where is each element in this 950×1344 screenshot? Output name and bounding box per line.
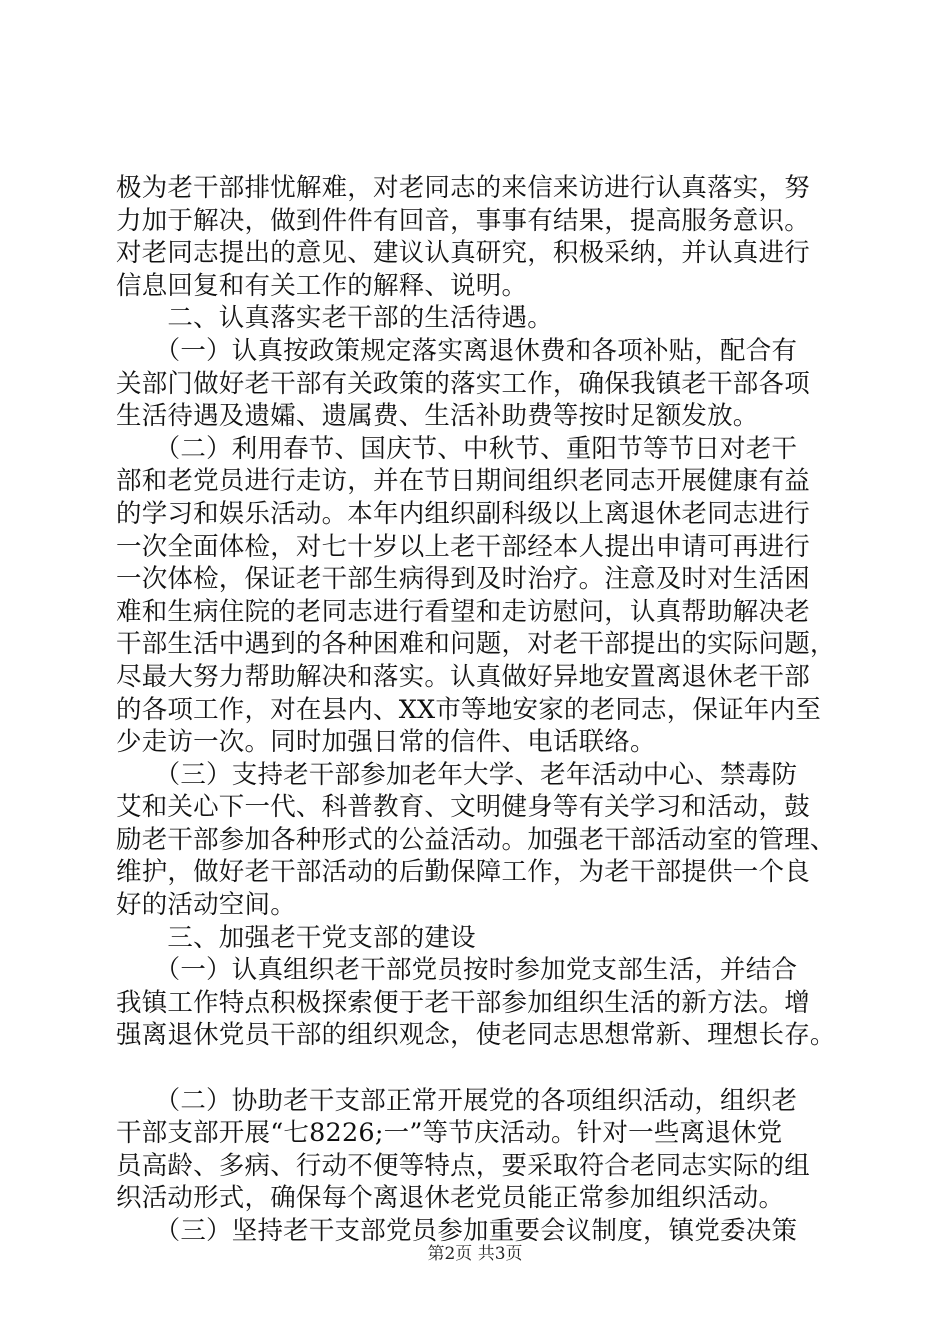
text-line: 的学习和娱乐活动。本年内组织副科级以上离退休老同志进行 bbox=[116, 498, 810, 529]
text-line: （一）认真组织老干部党员按时参加党支部生活，并结合 bbox=[116, 955, 798, 986]
text-line: （二）协助老干支部正常开展党的各项组织活动，组织老 bbox=[116, 1085, 798, 1116]
text-line: （三）支持老干部参加老年大学、老年活动中心、禁毒防 bbox=[116, 759, 798, 790]
text-line: 干部生活中遇到的各种困难和问题，对老干部提出的实际问题， bbox=[116, 629, 836, 660]
text-line: 好的活动空间。 bbox=[116, 890, 296, 921]
text-line: 力加于解决，做到件件有回音，事事有结果，提高服务意识。 bbox=[116, 205, 810, 236]
text-line: （二）利用春节、国庆节、中秋节、重阳节等节日对老干 bbox=[116, 433, 798, 464]
text-line: 一次体检，保证老干部生病得到及时治疗。注意及时对生活困 bbox=[116, 564, 810, 595]
text-line: 尽最大努力帮助解决和落实。认真做好异地安置离退休老干部 bbox=[116, 661, 810, 692]
text-line: 少走访一次。同时加强日常的信件、电话联络。 bbox=[116, 727, 656, 758]
text-line: 的各项工作，对在县内、XX市等地安家的老同志，保证年内至 bbox=[116, 694, 821, 725]
text-line: 强离退休党员干部的组织观念，使老同志思想常新、理想长存。 bbox=[116, 1020, 836, 1051]
text-line: 织活动形式，确保每个离退休老党员能正常参加组织活动。 bbox=[116, 1183, 785, 1214]
text-line: 励老干部参加各种形式的公益活动。加强老干部活动室的管理、 bbox=[116, 824, 836, 855]
text-line: 生活待遇及遗孀、遗属费、生活补助费等按时足额发放。 bbox=[116, 401, 759, 432]
text-line: 艾和关心下一代、科普教育、文明健身等有关学习和活动，鼓 bbox=[116, 792, 810, 823]
section-heading: 二、认真落实老干部的生活待遇。 bbox=[116, 303, 553, 334]
section-heading: 三、加强老干党支部的建设 bbox=[116, 922, 476, 953]
text-line: 对老同志提出的意见、建议认真研究，积极采纳，并认真进行 bbox=[116, 238, 810, 269]
document-body bbox=[116, 172, 836, 1248]
text-line: 干部支部开展“七8226;一”等节庆活动。针对一些离退休党 bbox=[116, 1118, 783, 1149]
page-number-footer: 第2页 共3页 bbox=[427, 1244, 523, 1264]
text-line: （一）认真按政策规定落实离退休费和各项补贴，配合有 bbox=[116, 335, 798, 366]
text-line: 极为老干部排忧解难，对老同志的来信来访进行认真落实，努 bbox=[116, 173, 810, 203]
text-line: 一次全面体检，对七十岁以上老干部经本人提出申请可再进行 bbox=[116, 531, 810, 562]
text-line: 员高龄、多病、行动不便等特点，要采取符合老同志实际的组 bbox=[116, 1150, 810, 1181]
text-line: 我镇工作特点积极探索便于老干部参加组织生活的新方法。增 bbox=[116, 987, 810, 1018]
text-line: 部和老党员进行走访，并在节日期间组织老同志开展健康有益 bbox=[116, 466, 810, 497]
text-line: （三）坚持老干支部党员参加重要会议制度，镇党委决策 bbox=[116, 1216, 798, 1246]
text-line: 维护，做好老干部活动的后勤保障工作，为老干部提供一个良 bbox=[116, 857, 810, 888]
text-line: 信息回复和有关工作的解释、说明。 bbox=[116, 270, 528, 301]
text-line: 难和生病住院的老同志进行看望和走访慰问，认真帮助解决老 bbox=[116, 596, 810, 627]
text-line: 关部门做好老干部有关政策的落实工作，确保我镇老干部各项 bbox=[116, 368, 810, 399]
blank-line bbox=[116, 1052, 836, 1085]
